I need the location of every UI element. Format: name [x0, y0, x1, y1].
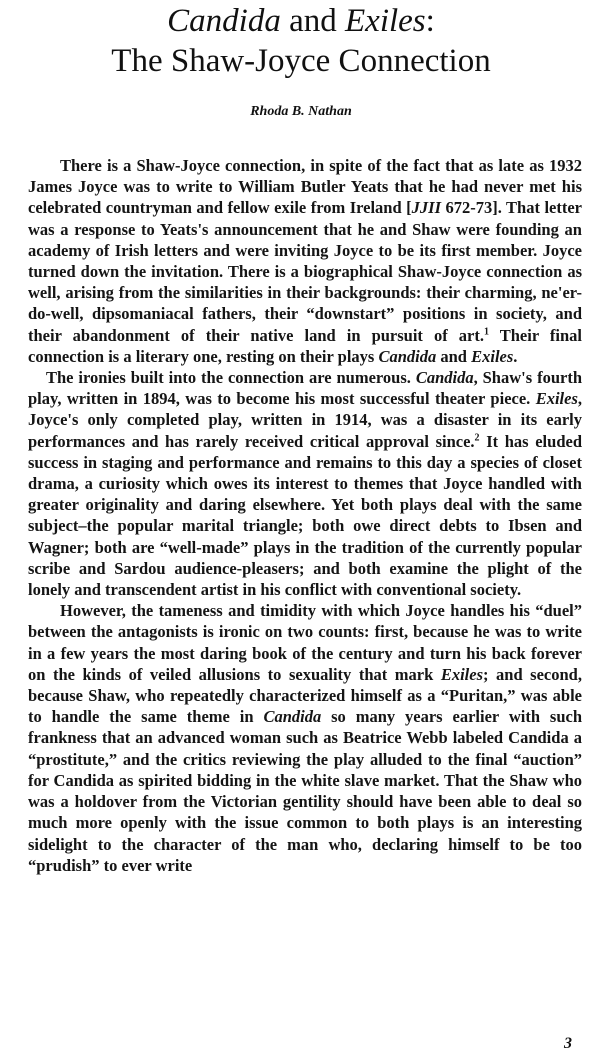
citation-abbrev: JJII — [411, 198, 441, 218]
author-byline: Rhoda B. Nathan — [250, 104, 352, 119]
footnote-ref-1: 1 — [483, 326, 489, 338]
play-title: Exiles — [535, 389, 578, 409]
text-run: Their final connection is a literary one, resting on their plays — [28, 325, 582, 366]
text-run: so many years earlier with such frankness that an advanced woman such as Beatrice Webb labeled Candida a “prostitute,” and the critics reviewing the play alluded to the final “auction” for Candida as spirited bidding in the white slave market. That the Shaw who was a holdover from the Victorian gentility should have been able to deal so much more openly with the issue common to both plays is an interesting sidelight to the character of the man who, declaring himself to be too “prudish” to ever write — [28, 707, 582, 875]
text-run: ; and second, because Shaw, who repeatedly characterized himself as a “Puritan,” was able to handle the same theme in — [28, 664, 582, 727]
title-colon: : — [425, 3, 435, 39]
title-play-candida: Candida — [167, 3, 281, 39]
play-title: Candida — [415, 368, 474, 388]
title-play-exiles: Exiles — [345, 3, 426, 39]
text-run: and — [436, 346, 472, 366]
play-title: Exiles — [440, 664, 483, 684]
text-run: The ironies built into the connection are numerous. — [46, 368, 416, 388]
text-run: 672-73]. That letter was a response to Yeats's announcement that he and Shaw were founding an academy of Irish letters and were inviting Joyce to be its first member. Joyce turned down the invitation. There is a biographical Shaw-Joyce connection as well, arising from the similarities in their backgrounds: their charming, ne'er-do-well, dipsomaniacal fathers, their “downstart” positions in society, and their abandonment of their native land in pursuit of art. — [28, 198, 582, 345]
text-run: However, the tameness and timidity with which Joyce handles his “duel” between the antagonists is ironic on two counts: first, because he was to write in a few years the most daring book of the century and turn his back forever on the kinds of veiled allusions to sexuality that mark — [28, 601, 582, 684]
page-number: 3 — [564, 1035, 572, 1052]
title-conjunction: and — [280, 3, 346, 39]
play-title: Candida — [378, 346, 437, 366]
paragraph-2 — [28, 367, 582, 600]
paragraph-1 — [28, 155, 582, 367]
title-line-1 — [0, 2, 602, 40]
article-body — [28, 155, 582, 876]
title-line-2: The Shaw-Joyce Connection — [111, 43, 491, 79]
text-run: There is a Shaw-Joyce connection, in spite of the fact that as late as 1932 James Joyce was to write to William Butler Yeats that he had never met his celebrated countryman and fellow exile from Ireland [ — [28, 156, 582, 218]
text-run: . — [513, 346, 518, 366]
footnote-ref-2: 2 — [474, 432, 480, 444]
paragraph-3 — [28, 600, 582, 876]
text-run: , Shaw's fourth play, written in 1894, was to become his most successful theater piece. — [28, 368, 582, 409]
play-title: Exiles — [471, 346, 514, 366]
play-title: Candida — [263, 707, 322, 727]
text-run: , Joyce's only completed play, written in 1914, was a disaster in its early performances and has rarely received critical approval since. — [28, 389, 582, 451]
text-run: It has eluded success in staging and performance and remains to this day a species of closet drama, a curiosity which owes its interest to themes that Joyce handled with greater originality and daring elsewhere. Yet both plays deal with the same subject–the popular marital triangle; both owe direct debts to Ibsen and Wagner; both are “well-made” plays in the tradition of the currently popular scribe and Sardou audience-pleasers; and both examine the plight of the lonely and transcendent artist in his conflict with conventional society. — [28, 431, 582, 600]
